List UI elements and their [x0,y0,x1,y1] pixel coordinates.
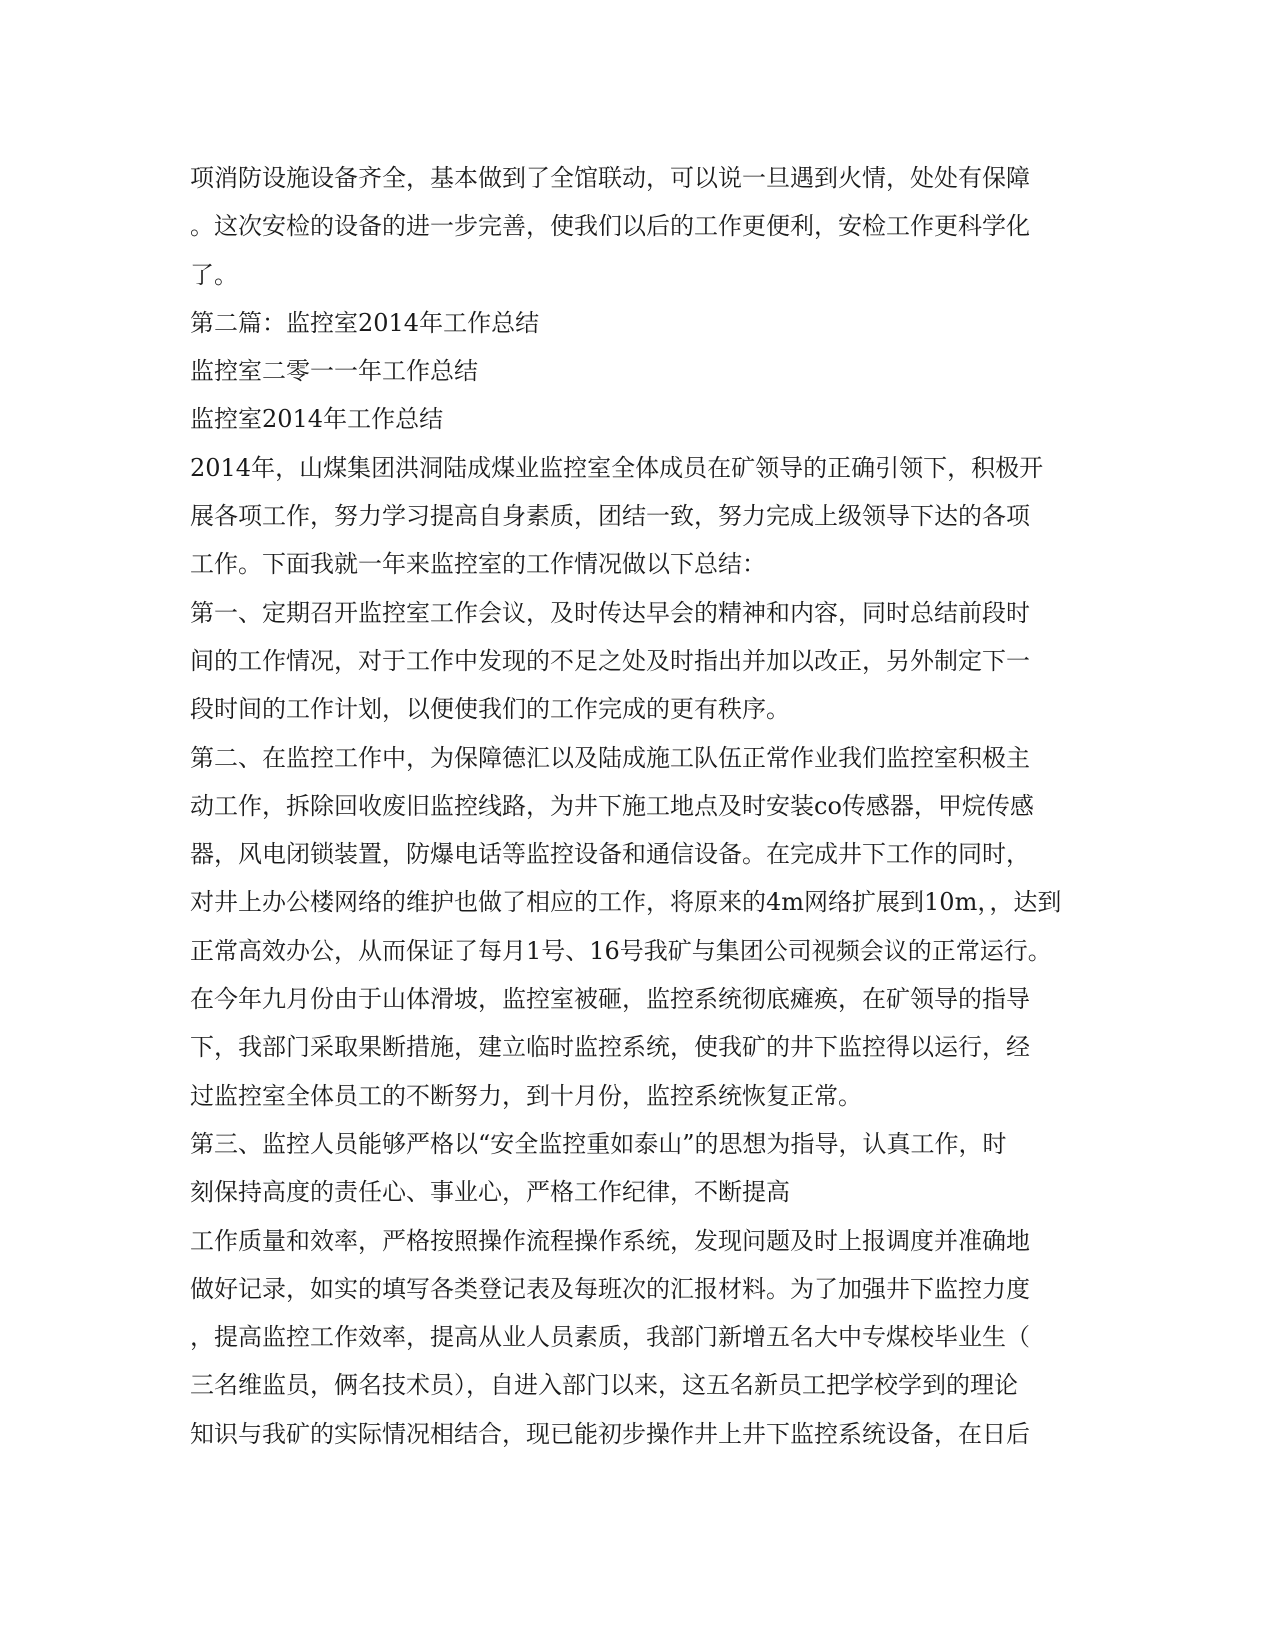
text-line: 工作质量和效率，严格按照操作流程操作系统，发现问题及时上报调度并准确地 [190,1226,1030,1255]
section-heading: 第二篇：监控室2014年工作总结 [190,308,540,337]
text-line: 项消防设施设备齐全，基本做到了全馆联动，可以说一旦遇到火情，处处有保障 [190,164,1030,192]
text-line: 正常高效办公，从而保证了每月1号、16号我矿与集团公司视频会议的正常运行。 [190,936,1052,965]
text-line: 对井上办公楼网络的维护也做了相应的工作，将原来的4m网络扩展到10m，，达到 [190,888,1062,917]
body-text [190,154,1070,1458]
text-line: 做好记录，如实的填写各类登记表及每班次的汇报材料。为了加强井下监控力度 [190,1274,1030,1303]
text-line: 三名维监员，俩名技术员），自进入部门以来，这五名新员工把学校学到的理论 [190,1371,1018,1400]
text-line: 动工作，拆除回收废旧监控线路，为井下施工地点及时安装co传感器，甲烷传感 [190,791,1034,820]
text-line: 下，我部门采取果断措施，建立临时监控系统，使我矿的井下监控得以运行，经 [190,1033,1030,1062]
text-line: ，提高监控工作效率，提高从业人员素质，我部门新增五名大中专煤校毕业生（ [190,1323,1030,1352]
text-line: 工作。下面我就一年来监控室的工作情况做以下总结： [190,550,766,579]
text-line: 刻保持高度的责任心、事业心，严格工作纪律，不断提高 [190,1178,790,1207]
text-line: 过监控室全体员工的不断努力，到十月份，监控系统恢复正常。 [190,1081,862,1110]
text-line: 。这次安检的设备的进一步完善，使我们以后的工作更便利，安检工作更科学化 [190,212,1030,241]
text-line: 了。 [190,260,238,289]
text-line: 第一、定期召开监控室工作会议，及时传达早会的精神和内容，同时总结前段时 [190,598,1030,627]
sub-heading: 监控室2014年工作总结 [190,405,444,434]
text-line: 段时间的工作计划，以便使我们的工作完成的更有秩序。 [190,695,790,724]
text-line: 器，风电闭锁装置，防爆电话等监控设备和通信设备。在完成井下工作的同时， [190,840,1030,869]
text-line: 2014年，山煤集团洪洞陆成煤业监控室全体成员在矿领导的正确引领下，积极开 [190,453,1044,482]
text-line: 第三、监控人员能够严格以“安全监控重如泰山”的思想为指导，认真工作，时 [190,1129,1007,1158]
sub-heading: 监控室二零一一年工作总结 [190,357,478,386]
text-line: 第二、在监控工作中，为保障德汇以及陆成施工队伍正常作业我们监控室积极主 [190,743,1030,772]
text-line: 间的工作情况，对于工作中发现的不足之处及时指出并加以改正，另外制定下一 [190,646,1030,675]
text-line: 知识与我矿的实际情况相结合，现已能初步操作井上井下监控系统设备，在日后 [190,1419,1030,1448]
text-line: 展各项工作，努力学习提高自身素质，团结一致，努力完成上级领导下达的各项 [190,502,1030,531]
text-line: 在今年九月份由于山体滑坡，监控室被砸，监控系统彻底瘫痪，在矿领导的指导 [190,985,1030,1014]
